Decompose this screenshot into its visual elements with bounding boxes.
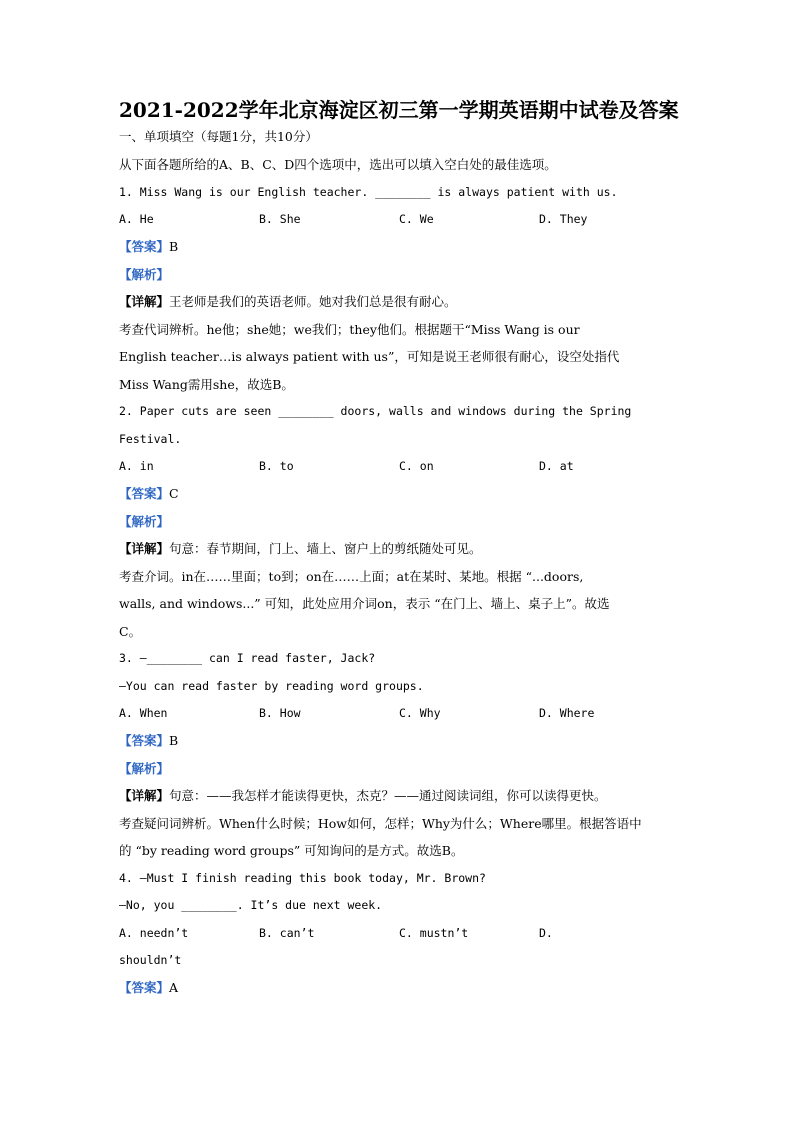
detail-line: [119, 782, 679, 810]
detail-text: 句意：春节期间，门上、墙上、窗户上的剪纸随处可见。: [169, 541, 482, 556]
question-stem: Festival.: [119, 431, 182, 446]
detail-text: 王老师是我们的英语老师。她对我们总是很有耐心。: [169, 294, 457, 309]
question-1: [119, 179, 679, 399]
question-stem: 1. Miss Wang is our English teacher. ________ is always patient with us.: [119, 184, 618, 199]
instruction-text: 从下面各题所给的A、B、C、D四个选项中，选出可以填入空白处的最佳选项。: [119, 157, 557, 172]
option-d: D. Where: [539, 706, 595, 720]
detail-label: 【详解】: [119, 294, 170, 309]
analysis-label: 【解析】: [119, 266, 170, 282]
answer-value: A: [169, 979, 179, 995]
option-d: D. at: [539, 459, 574, 473]
option-b: B. to: [259, 459, 294, 473]
explain-line: English teacher…is always patient with us”，可知是说王老师很有耐心，设空处指代: [119, 349, 620, 364]
question-4: [119, 865, 679, 1002]
analysis-line: [119, 755, 679, 783]
question-stem: —You can read faster by reading word groups.: [119, 678, 424, 693]
answer-line: [119, 480, 679, 508]
detail-label: 【详解】: [119, 541, 170, 556]
question-stem: —No, you ________. It’s due next week.: [119, 898, 383, 912]
explain-line: 考查疑问词辨析。When什么时候；How如何，怎样；Why为什么；Where哪里。根据答语中: [119, 815, 642, 831]
answer-label: 【答案】: [119, 979, 170, 995]
question-2: [119, 398, 679, 645]
explain-line: walls, and windows...” 可知，此处应用介词on，表示 “在门上、墙上、桌子上”。故选: [119, 596, 610, 611]
explain-line: 考查代词辨析。he他；she她；we我们；they他们。根据题干“Miss Wang is our: [119, 321, 580, 337]
explain-line: C。: [119, 623, 142, 639]
option-b: B. How: [259, 706, 301, 720]
option-d: D. They: [539, 212, 588, 226]
option-a: A. When: [119, 706, 168, 720]
option-a: A. He: [119, 212, 154, 226]
option-c: C. on: [399, 459, 434, 473]
analysis-line: [119, 261, 679, 289]
answer-value: B: [169, 733, 179, 748]
question-stem: 2. Paper cuts are seen ________ doors, walls and windows during the Spring: [119, 404, 632, 418]
options-row: [119, 206, 679, 233]
analysis-label: 【解析】: [119, 513, 170, 529]
detail-line: [119, 535, 679, 563]
answer-value: B: [169, 239, 179, 254]
option-a: A. needn’t: [119, 925, 189, 940]
answer-label: 【答案】: [119, 486, 170, 501]
answer-label: 【答案】: [119, 733, 170, 748]
answer-line: [119, 233, 679, 261]
analysis-label: 【解析】: [119, 760, 170, 776]
option-b: B. can’t: [259, 925, 315, 940]
option-c: C. We: [399, 212, 434, 226]
detail-line: [119, 288, 679, 316]
answer-label: 【答案】: [119, 239, 170, 254]
option-b: B. She: [259, 212, 301, 226]
section-heading: 一、单项填空（每题1分，共10分）: [119, 129, 318, 144]
answer-line: [119, 727, 679, 755]
explain-line: Miss Wang需用she，故选B。: [119, 376, 294, 392]
question-stem: 4. —Must I finish reading this book today, Mr. Brown?: [119, 870, 486, 885]
options-row: [119, 920, 679, 947]
detail-label: 【详解】: [119, 788, 170, 803]
analysis-line: [119, 508, 679, 536]
answer-line: [119, 974, 679, 1002]
option-c: C. mustn’t: [399, 925, 469, 940]
explain-line: 考查介词。in在……里面；to到；on在……上面；at在某时、某地。根据 “...doors,: [119, 568, 584, 584]
option-d-text: shouldn’t: [119, 952, 182, 967]
document-page: [119, 96, 679, 1001]
option-d: D.: [539, 925, 553, 940]
options-overflow-row: [119, 947, 679, 974]
explain-line: 的 “by reading word groups” 可知询问的是方式。故选B。: [119, 843, 464, 858]
detail-text: 句意：——我怎样才能读得更快，杰克？——通过阅读词组，你可以读得更快。: [169, 788, 607, 803]
document-title: 2021-2022学年北京海淀区初三第一学期英语期中试卷及答案: [119, 98, 679, 122]
options-row: [119, 453, 679, 480]
question-3: [119, 645, 679, 865]
question-stem: 3. —________ can I read faster, Jack?: [119, 651, 376, 665]
option-a: A. in: [119, 459, 154, 473]
answer-value: C: [169, 486, 179, 501]
options-row: [119, 700, 679, 727]
option-c: C. Why: [399, 706, 441, 720]
